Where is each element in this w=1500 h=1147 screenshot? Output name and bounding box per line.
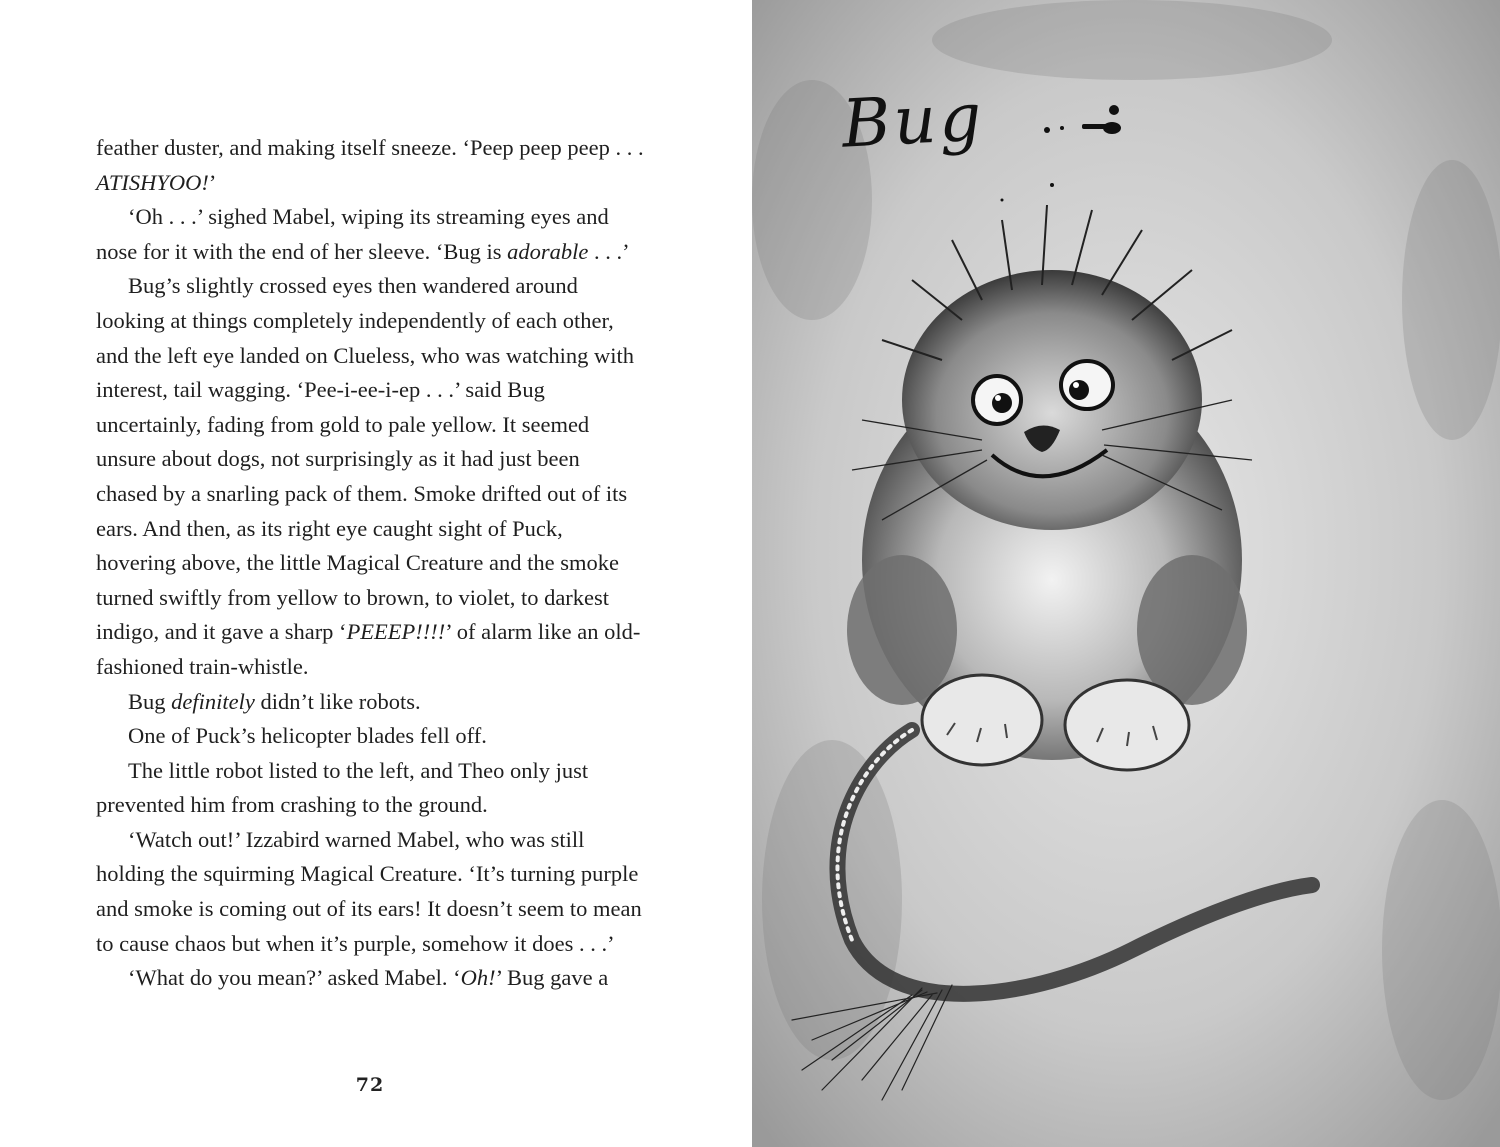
text-segment: . . .’ — [588, 238, 630, 264]
paragraph — [96, 131, 646, 200]
text-segment: didn’t like robots. — [254, 688, 421, 714]
italic-text: ATISHYOO! — [96, 169, 209, 195]
text-segment: ‘Oh . . .’ sighed Mabel, wiping its streaming eyes and nose for it with the end of her sleeve. ‘Bug is — [96, 204, 609, 264]
text-segment: One of Puck’s helicopter blades fell off. — [128, 723, 487, 749]
text-segment: The little robot listed to the left, and Theo only just prevented him from crashing to the ground. — [96, 757, 589, 818]
paragraph — [96, 685, 646, 720]
paragraph — [96, 961, 646, 996]
paragraph — [96, 754, 646, 823]
italic-text: PEEEP!!!! — [346, 619, 446, 645]
illustration-title: Bug — [840, 78, 987, 163]
text-segment: ’ of alarm like an old-fashioned train-whistle. — [96, 619, 641, 679]
italic-text: adorable — [507, 238, 589, 264]
italic-text: definitely — [171, 688, 255, 714]
page-number: 72 — [355, 1074, 385, 1096]
text-segment: ‘Watch out!’ Izzabird warned Mabel, who was still holding the squirming Magical Creature. ‘It’s turning purple and smoke is coming out of its ears! It doesn’t seem to mean to cause chaos but when it’s purple, somehow it does . . .’ — [96, 826, 642, 956]
paragraph — [96, 823, 646, 961]
text-segment: ‘What do you mean?’ asked Mabel. ‘ — [128, 965, 461, 991]
creature-illustration — [752, 0, 1500, 1147]
text-segment: feather duster, and making itself sneeze. ‘Peep peep peep . . . — [96, 135, 644, 160]
paragraph — [96, 200, 646, 269]
text-segment: ’ Bug gave a — [495, 965, 609, 991]
paragraph — [96, 269, 646, 684]
text-segment: Bug — [128, 688, 172, 714]
text-segment: ’ — [208, 169, 217, 195]
italic-text: Oh! — [460, 965, 496, 991]
body-text — [96, 131, 646, 996]
paragraph — [96, 719, 646, 754]
right-page-illustration — [752, 0, 1500, 1147]
text-segment: Bug’s slightly crossed eyes then wandered around looking at things completely independently of each other, and the left eye landed on Clueless, who was watching with interest, tail wagging. ‘Pee-i-ee-i-ep . . .’ said Bug uncertainly, fading from gold to pale yellow. It seemed unsure about dogs, not surprisingly as it had just been chased by a snarling pack of them. Smoke drifted out of its ears. And then, as its right eye caught sight of Puck, hovering above, the little Magical Creature and the smoke turned swiftly from yellow to brown, to violet, to darkest indigo, and it gave a sharp ‘ — [96, 273, 634, 645]
